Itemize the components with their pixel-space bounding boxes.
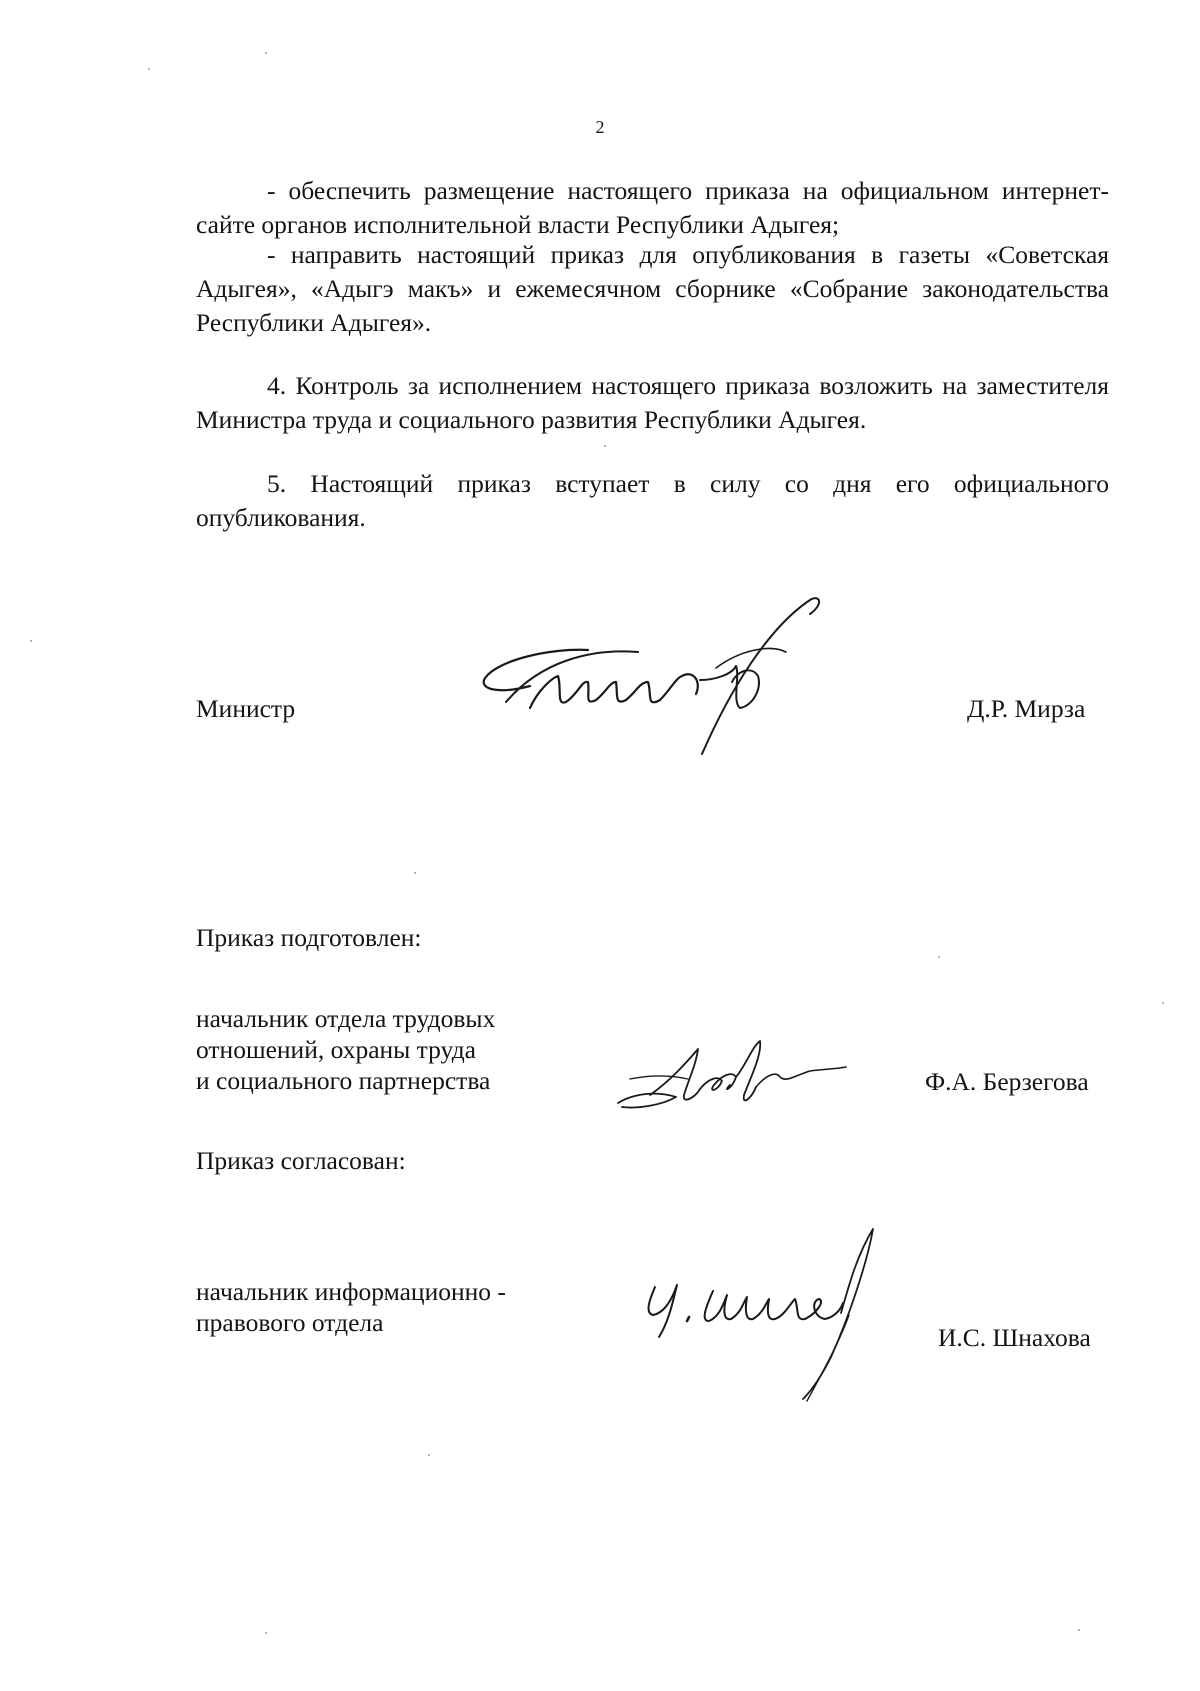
minister-signature bbox=[470, 590, 890, 770]
scan-speck bbox=[148, 68, 150, 70]
page-number: 2 bbox=[595, 117, 605, 137]
paragraph-effective-date: 5. Настоящий приказ вступает в силу со дня его официального опубликования. bbox=[196, 469, 1109, 532]
prepared-position bbox=[196, 1003, 495, 1096]
paragraph-publication-site: - обеспечить размещение настоящего приказа на официальном интернет-сайте органов исполнительной власти Республики Адыгея; bbox=[196, 176, 1109, 239]
agreed-position-line: правового отдела bbox=[196, 1308, 384, 1337]
minister-name: Д.Р. Мирза bbox=[967, 694, 1086, 723]
scan-speck bbox=[428, 1454, 430, 1456]
scan-speck bbox=[1162, 1002, 1164, 1004]
scan-speck bbox=[938, 956, 940, 958]
paragraph-control: 4. Контроль за исполнением настоящего приказа возложить на заместителя Министра труда и социального развития Республики Адыгея. bbox=[196, 371, 1109, 434]
prepared-heading: Приказ подготовлен: bbox=[196, 923, 422, 952]
prepared-position-line: отношений, охраны труда bbox=[196, 1035, 476, 1064]
agreed-position-line: начальник информационно - bbox=[196, 1277, 506, 1306]
prepared-signature bbox=[610, 1035, 850, 1125]
agreed-heading: Приказ согласован: bbox=[196, 1146, 406, 1175]
minister-position: Министр bbox=[196, 694, 296, 723]
scan-speck bbox=[30, 640, 32, 642]
scan-speck bbox=[1078, 1629, 1080, 1631]
scan-speck bbox=[265, 1632, 267, 1634]
prepared-name: Ф.А. Берзегова bbox=[925, 1067, 1089, 1096]
scan-speck bbox=[604, 445, 606, 447]
agreed-position bbox=[196, 1276, 506, 1338]
scan-speck bbox=[265, 52, 267, 54]
scan-speck bbox=[414, 872, 416, 874]
agreed-name: И.С. Шнахова bbox=[938, 1323, 1091, 1352]
paragraph-publication-newspapers: - направить настоящий приказ для опубликования в газеты «Советская Адыгея», «Адыгэ макъ» и ежемесячном сборнике «Собрание законодательства Республики Адыгея». bbox=[196, 240, 1109, 337]
prepared-position-line: начальник отдела трудовых bbox=[196, 1004, 496, 1033]
prepared-position-line: и социального партнерства bbox=[196, 1066, 491, 1095]
agreed-signature bbox=[635, 1225, 895, 1405]
